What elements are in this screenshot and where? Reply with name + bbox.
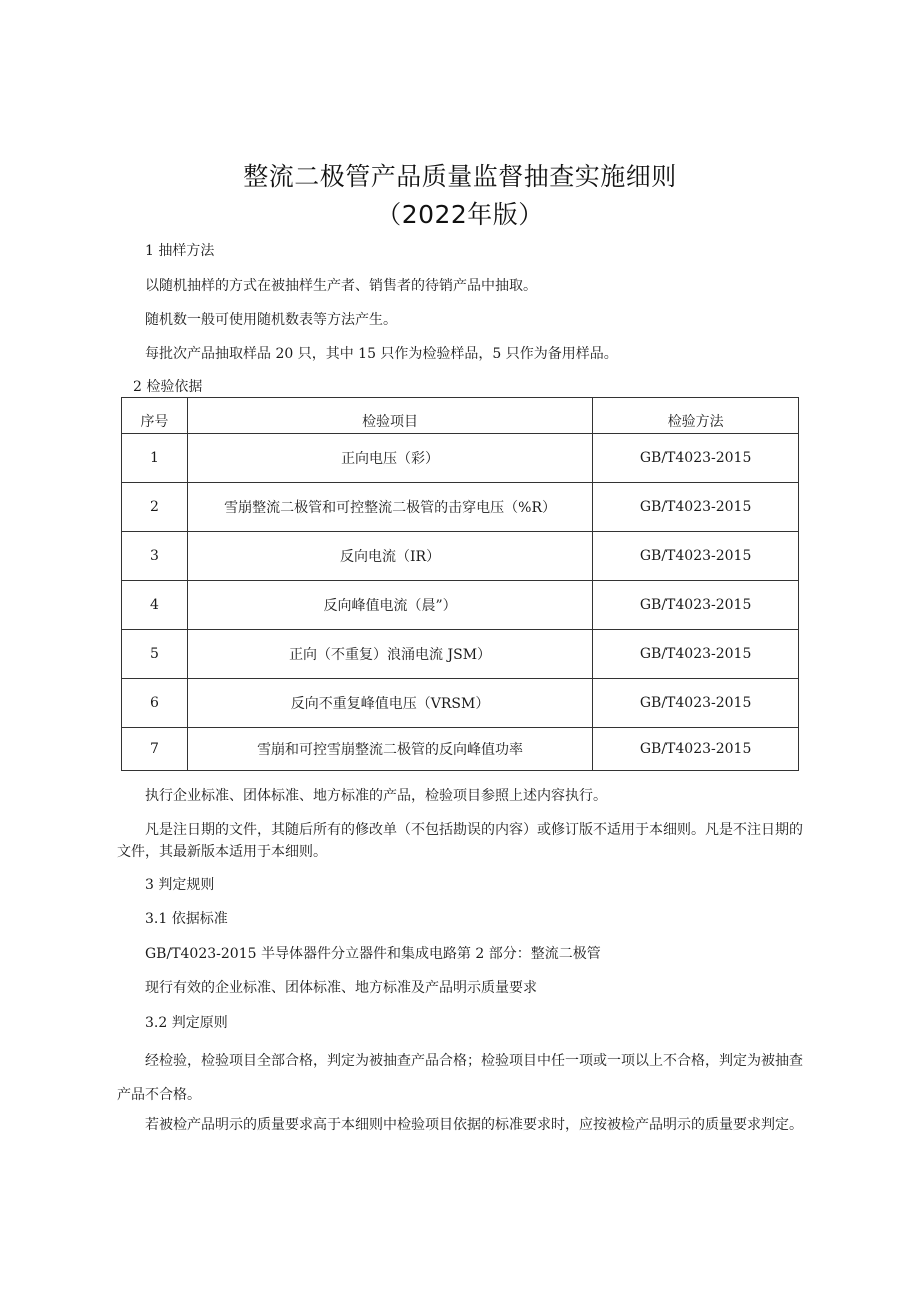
dated-reference-note: 凡是注日期的文件，其随后所有的修改单（不包括勘误的内容）或修订版不适用于本细则。凡是不注日期的文件，其最新版本适用于本细则。 — [117, 822, 803, 860]
row-method: GB/T4023-2015 — [593, 483, 799, 532]
judgment-declared-quality: 若被检产品明示的质量要求高于本细则中检验项目依据的标准要求时，应按被检产品明示的质量要求判定。 — [145, 1117, 803, 1133]
row-serial: 3 — [122, 532, 188, 581]
row-serial: 6 — [122, 679, 188, 728]
section-3-2-heading: 3.2 判定原则 — [145, 1015, 228, 1031]
row-serial: 7 — [122, 728, 188, 771]
header-item: 检验项目 — [187, 398, 592, 434]
document-title: 整流二极管产品质量监督抽查实施细则 — [243, 162, 677, 191]
row-item: 雪崩整流二极管和可控整流二极管的击穿电压（%R） — [187, 483, 592, 532]
section-1-heading: 1 抽样方法 — [145, 243, 215, 259]
sampling-line-2: 随机数一般可使用随机数表等方法产生。 — [145, 312, 397, 328]
table-note: 执行企业标准、团体标准、地方标准的产品，检验项目参照上述内容执行。 — [145, 788, 607, 804]
document-subtitle: （2022年版） — [376, 200, 544, 229]
section-3-heading: 3 判定规则 — [145, 877, 215, 893]
row-serial: 1 — [122, 434, 188, 483]
section-3-1-heading: 3.1 依据标准 — [145, 911, 228, 927]
section-2-heading: 2 检验依据 — [133, 379, 203, 395]
table-row — [122, 532, 799, 581]
row-serial: 4 — [122, 581, 188, 630]
row-item: 反向峰值电流（晨”） — [187, 581, 592, 630]
table-row — [122, 728, 799, 771]
row-item: 雪崩和可控雪崩整流二极管的反向峰值功率 — [187, 728, 592, 771]
row-item: 反向不重复峰值电压（VRSM） — [187, 679, 592, 728]
row-method: GB/T4023-2015 — [593, 532, 799, 581]
header-method: 检验方法 — [593, 398, 799, 434]
row-method: GB/T4023-2015 — [593, 679, 799, 728]
row-method: GB/T4023-2015 — [593, 630, 799, 679]
table-header-row — [122, 398, 799, 434]
row-method: GB/T4023-2015 — [593, 581, 799, 630]
table-row — [122, 679, 799, 728]
table-row — [122, 581, 799, 630]
row-serial: 2 — [122, 483, 188, 532]
header-serial: 序号 — [122, 398, 188, 434]
row-method: GB/T4023-2015 — [593, 728, 799, 771]
sampling-line-1: 以随机抽样的方式在被抽样生产者、销售者的待销产品中抽取。 — [145, 278, 537, 294]
table-row — [122, 483, 799, 532]
row-serial: 5 — [122, 630, 188, 679]
row-item: 正向（不重复）浪涌电流 JSM） — [187, 630, 592, 679]
judgment-principle: 经检验，检验项目全部合格，判定为被抽查产品合格；检验项目中任一项或一项以上不合格，判定为被抽查产品不合格。 — [117, 1053, 803, 1103]
row-item: 正向电压（彩） — [187, 434, 592, 483]
standard-line-2: 现行有效的企业标准、团体标准、地方标准及产品明示质量要求 — [145, 980, 537, 996]
table-row — [122, 434, 799, 483]
row-method: GB/T4023-2015 — [593, 434, 799, 483]
inspection-table — [121, 397, 799, 771]
row-item: 反向电流（IR） — [187, 532, 592, 581]
sampling-line-3: 每批次产品抽取样品 20 只，其中 15 只作为检验样品，5 只作为备用样品。 — [145, 346, 618, 362]
table-row — [122, 630, 799, 679]
standard-line-1: GB/T4023-2015 半导体器件分立器件和集成电路第 2 部分：整流二极管 — [145, 946, 601, 962]
